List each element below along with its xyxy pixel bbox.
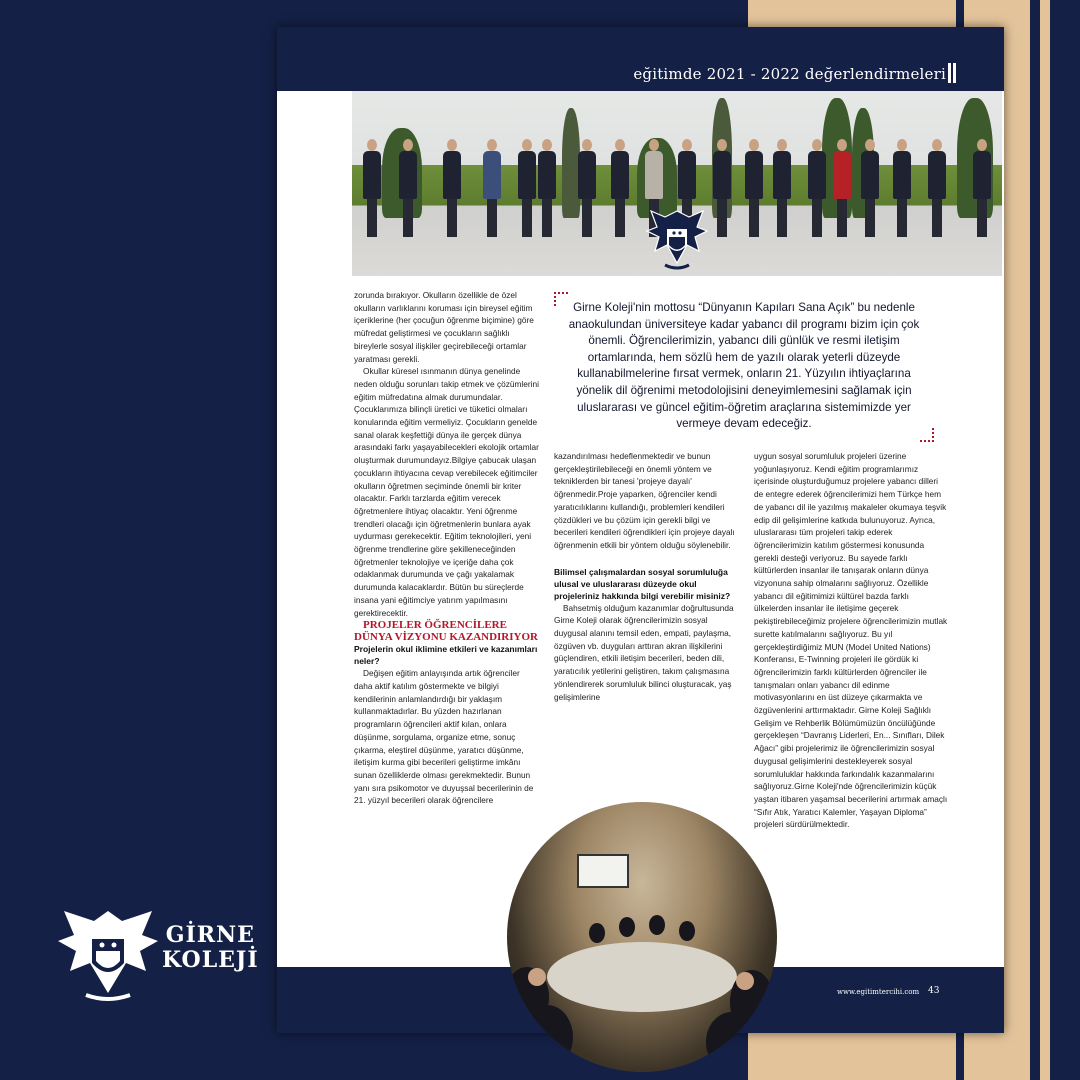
logo-text [162, 923, 259, 973]
magazine-page [277, 27, 1004, 1033]
projection-screen [577, 854, 629, 888]
section-heading: PROJELER ÖĞRENCİLERE DÜNYA VİZYONU KAZANDIRIYOR [354, 619, 538, 644]
navy-stripe-thin [1030, 0, 1040, 1080]
paragraph: uygun sosyal sorumluluk projeleri üzerine yoğunlaşıyoruz. Kendi eğitim programlarımız içerisinde oluşturduğumuz projelere yabancı dilleri de entegre ederek öğrencilerimizi hem Türkçe hem de yabancı dil ile yazılmış makaleler okumaya teşvik edip dil gelişimlerine katkıda bulunuyoruz. Ayrıca, uluslararası tüm projeleri takip ederek öğrencilerimizin katılım göstermesi konusunda gerekli desteği veriyoruz. Bu sayede farklı kültürlerden insanlar ile tanışarak onların dünya vizyonuna sahip olmalarını sağlıyoruz. Özellikle yabancı dil eğitimimizi kültürel bazda farklı ülkelerden insanlar ile iletişime geçerek pekiştirebileceğimiz projelere öğrencilerimizin mutlak surette katılmalarını sağlıyoruz. Bu yıl gerçekleştirdiğimiz MUN (Model United Nations) Konferansı, E-Twinning projeleri ile gördük ki öğrencilerimizin farklı kültürlerden öğrenciler ile tanışmaları onları yabancı dil edinme motivasyonlarını en üst düzeye çıkarmakta ve özgüvenlerini arttırmaktadır. Girne Koleji Sağlıklı Gelişim ve Rehberlik Bölümümüzün öncülüğünde gerçekleşen “Davranış Liderleri, En... Sınıfları, Dilek Ağacı” gibi projelerimiz ile öğrencilerimizin sosyal duygusal gelişimlerini destekleyerek sosyal sorumluluklar hakkında farkındalık kazanmalarını sağlıyoruz.Girne Koleji'nde öğrencilerimizin küçük yaştan itibaren yaşamsal becerilerini artırmak amaçlı “Sıfır Atık, Yaratıcı Kalemler, Yaşayan Diploma” projeleri sürdürülmektedir. [754, 451, 948, 830]
eagle-shield-emblem-icon [645, 207, 709, 273]
paragraph: kazandırılması hedeflenmektedir ve bunun gerçekleştirilebileceği en önemli yöntem ve tekniklerden bir tanesi 'projeye dayalı' öğrenmedir.Proje yaparken, öğrenciler kendi yaratıcılıklarını kullandığı, problemleri kendileri çözdükleri ve bu çözüm için gerekli bilgi ve becerileri kendileri öğrendikleri için projeye dayalı öğrenmenin etkili bir yöntem olduğu söylenebilir. [554, 451, 735, 550]
paragraph: Okullar küresel ısınmanın dünya genelinde neden olduğu sorunları takip etmek ve çözümlerini eğitim müfredatına almak durumundalar. Çocuklarımıza bilinçli üretici ve tüketici olmaları konularında eğitim vermeliyiz. Çocukların genelde sanal olarak keşfettiği dünya ile gerçek dünya arasındaki farkı yaşayabilecekleri ekolojik ortamlar oluşturmak durumundayız.Bilgiye çabucak ulaşan çocukların ihtiyacına cevap verebilecek eğitimciler okulların öğretmen seçiminde önemli bir kriter olacaktır. Farklı tarzlarda eğitim verecek öğretmenlere ihtiyaç olacaktır. Yeni öğrenme trendleri olacağı için öğretmenlerin bunlara ayak uydurması gerekecektir. Eğitim teknolojileri, yeni öğrenme trendlerine göre şekilleneceğinden öğretmenler teknolojiye ve içeriğe daha çok odaklanmak durumunda ve çağı yakalamak durumunda kalacaklardır. Bütün bu süreçlerde insana yani eğitimciye yatırım yapılmasını gerektirecektir. [354, 366, 539, 618]
text-column-3 [754, 450, 949, 831]
conference-attendees [507, 907, 777, 1067]
text-column-1 [354, 289, 539, 807]
paragraph: Bahsetmiş olduğum kazanımlar doğrultusunda Girne Koleji olarak öğrencilerimizin sosyal duygusal alanını temsil eden, empati, paylaşma, özgüven vb. duyguları arttıran akran ilişkilerini güçlendiren, etkili iletişim becerileri, beden dili, yaratıcılık yetilerini geliştiren, takım çalışmasına yönlendirerek sorumluluk bilinci oluşturacak, yaş gelişimlerine [554, 602, 734, 702]
footer-url: www.egitimtercihi.com [837, 988, 920, 996]
navy-stripe-edge [1050, 0, 1080, 1080]
double-bar-icon [948, 63, 956, 83]
conference-photo [507, 802, 777, 1072]
pull-quote [554, 292, 934, 442]
interview-question: Bilimsel çalışmalardan sosyal sorumluluğa ulusal ve uluslararası düzeyde okul projeleriniz hakkında bilgi verebilir misiniz? [554, 566, 731, 601]
page-header [277, 27, 1004, 91]
text-column-2 [554, 450, 739, 703]
paragraph: zorunda bırakıyor. Okulların özellikle de özel okulların varlıklarını koruması için bireysel eğitim içeriklerine (her çocuğun öğrenme biçimine) göre müfredat geliştirmesi ve çocukların sağlıklı bireylerle sosyal ilişkiler geçirebileceği ortamlar yaratması gerekli. [354, 290, 534, 364]
logo-line-1: GİRNE [165, 922, 255, 948]
logo-line-2: KOLEJİ [162, 947, 259, 973]
gold-stripe-thin [1040, 0, 1050, 1080]
pull-quote-text: Girne Koleji'nin mottosu “Dünyanın Kapıları Sana Açık” bu nedenle anaokulundan üniversiteye kadar yabancı dil programı bizim için çok önemli. Öğrencilerimizin, yabancı dili günlük ve resmi iletişim ortamlarında, hem sözlü hem de yazılı olarak yeterli düzeyde kullanabilmelerine fırsat vermek, onların 21. Yüzyılın ihtiyaçlarına yönelik dil öğrenimi metodolojisini deneyimlemesini sağlamak için uluslararası ve güncel eğitim-öğretim araçlarına sistemimizde yer vermeye devam edeceğiz. [568, 301, 920, 431]
eagle-shield-emblem-icon [56, 905, 160, 1001]
header-title: eğitimde 2021 - 2022 değerlendirmeleri [633, 65, 946, 83]
page-number: 43 [928, 986, 940, 996]
quote-corner-bottom-right [920, 428, 934, 442]
paragraph: Değişen eğitim anlayışında artık öğrenciler daha aktif katılım göstermekte ve bilgiyi kendilerinin anlamlandırdığı bir yaklaşım kullanmaktadırlar. Bu yüzden hazırlanan programların öğrencileri aktif kılan, onlara düşünme, sorgulama, organize etme, sonuç çıkarma, eleştirel düşünme, yaratıcı düşünme, iletişim kurma gibi becerileri geliştirme imkânı sunan özelliklerde olması gerekmektedir. Bunun yanı sıra psikomotor ve duyuşsal becerilerinin de 21. yüzyıl becerileri olarak öğrencilere [354, 668, 534, 806]
interview-question: Projelerin okul iklimine etkileri ve kazanımları neler? [354, 644, 538, 667]
girne-koleji-logo [56, 905, 276, 1005]
